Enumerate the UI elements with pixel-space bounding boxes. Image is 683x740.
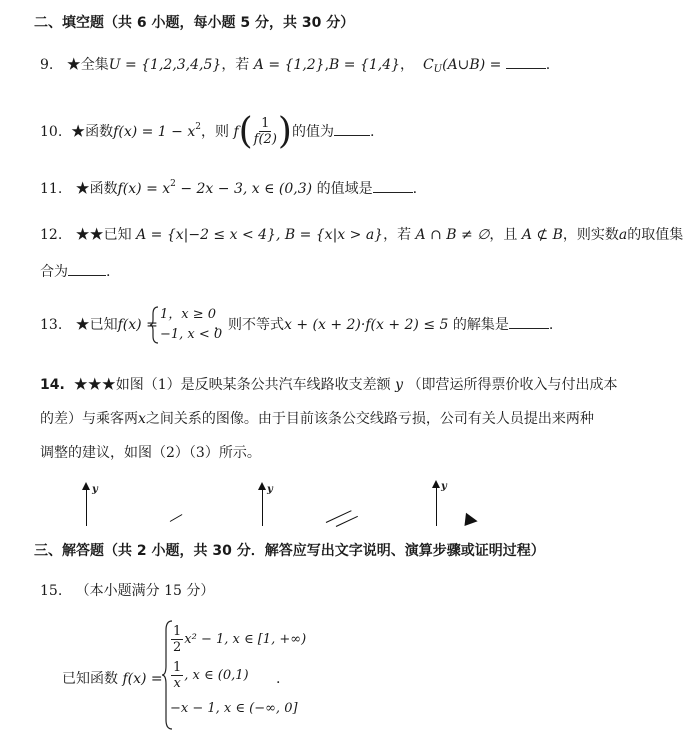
question-number: 13. bbox=[40, 317, 63, 333]
question-text: 函数 bbox=[85, 124, 114, 140]
question-text: 已知 bbox=[89, 317, 118, 333]
section-heading-fill-blank: 二、填空题（共 6 小题，每小题 5 分，共 30 分） bbox=[34, 15, 355, 31]
period: . bbox=[106, 264, 111, 280]
question-13-cont bbox=[214, 316, 553, 334]
question-text: ，若 bbox=[383, 227, 412, 243]
period: . bbox=[548, 317, 554, 333]
fraction-numerator: 1 bbox=[173, 659, 182, 675]
period: . bbox=[545, 57, 551, 73]
score-note: （本小题满分 15 分） bbox=[75, 583, 215, 599]
section-heading-answer: 三、解答题（共 2 小题，共 30 分．解答应写出文字说明、演算步骤或证明过程） bbox=[34, 543, 545, 559]
fraction bbox=[254, 117, 277, 148]
math-expression: f(x) = 1 − x bbox=[113, 124, 196, 140]
math-expression: A = {1,2} bbox=[253, 57, 325, 73]
question-text: 合为 bbox=[40, 264, 68, 280]
question-text: 如图（1）是反映某条公共汽车线路收支差额 bbox=[115, 377, 391, 393]
figure-1-line bbox=[170, 514, 183, 522]
question-text: 的值为 bbox=[291, 124, 334, 140]
piecewise-cases bbox=[160, 305, 222, 345]
fraction-denominator: x bbox=[173, 675, 181, 691]
figure-3-y-label: y bbox=[441, 481, 447, 492]
answer-blank[interactable] bbox=[509, 328, 549, 329]
question-text: ， bbox=[400, 57, 415, 73]
fraction-denominator: f(2) bbox=[253, 131, 277, 147]
math-expression: − 2x − 3, x ∈ (0,3) bbox=[175, 181, 313, 197]
period: . bbox=[412, 181, 418, 197]
question-15-body bbox=[62, 670, 163, 688]
question-text: 全集 bbox=[80, 57, 109, 73]
question-number: 15. bbox=[40, 583, 63, 599]
case-expression: , x ∈ (0,1) bbox=[184, 668, 249, 683]
fraction-numerator: 1 bbox=[173, 623, 182, 639]
case-expression: −x − 1, x ∈ (−∞, 0] bbox=[170, 701, 298, 716]
question-13 bbox=[40, 316, 158, 334]
period: . bbox=[369, 124, 375, 140]
case-expression: x² − 1, x ∈ [1, +∞) bbox=[184, 632, 307, 647]
math-subscript: U bbox=[433, 64, 443, 75]
math-expression: f(x) = x bbox=[117, 181, 171, 197]
difficulty-stars: ★ bbox=[71, 124, 86, 140]
question-15-end: . bbox=[276, 671, 281, 687]
question-text: 的取值集 bbox=[627, 227, 683, 243]
question-11 bbox=[40, 175, 417, 198]
question-text: 调整的建议，如图（2）（3）所示。 bbox=[40, 445, 261, 461]
question-text: 函数 bbox=[89, 181, 118, 197]
question-text: 已知 bbox=[103, 227, 132, 243]
math-expression: A ∩ B ≠ ∅ bbox=[415, 227, 490, 243]
math-superscript: 2 bbox=[170, 179, 176, 189]
figure-3-y-axis bbox=[436, 484, 437, 526]
question-10 bbox=[40, 107, 375, 152]
question-text: ，则 bbox=[200, 124, 229, 140]
case-2: −1, x < 0 bbox=[160, 327, 223, 342]
math-expression: U = {1,2,3,4,5} bbox=[108, 57, 222, 73]
figure-2-y-axis bbox=[262, 486, 263, 526]
math-expression: x + (x + 2)·f(x + 2) ≤ 5 bbox=[284, 317, 449, 333]
question-text: 的解集是 bbox=[452, 317, 509, 333]
question-number: 11. bbox=[40, 181, 63, 197]
answer-blank[interactable] bbox=[506, 68, 546, 69]
fraction bbox=[171, 625, 183, 656]
figure-3-wedge bbox=[460, 510, 477, 526]
question-text: （即营运所得票价收入与付出成本 bbox=[407, 377, 618, 393]
math-expression: B = {1,4} bbox=[329, 57, 401, 73]
question-text: 的值域是 bbox=[316, 181, 373, 197]
separator: , bbox=[324, 57, 330, 73]
math-expression: A ⊄ B bbox=[521, 227, 563, 243]
fraction-numerator: 1 bbox=[261, 115, 270, 131]
math-expression: C bbox=[422, 57, 434, 73]
answer-blank[interactable] bbox=[334, 135, 370, 136]
difficulty-stars: ★ bbox=[66, 57, 81, 73]
math-variable: x bbox=[138, 411, 146, 427]
question-14-line2 bbox=[40, 410, 594, 428]
case-3 bbox=[170, 694, 306, 724]
difficulty-stars: ★ bbox=[75, 181, 90, 197]
math-variable: a bbox=[618, 227, 628, 243]
difficulty-stars: ★ bbox=[75, 317, 90, 333]
answer-blank[interactable] bbox=[373, 192, 413, 193]
figure-1-y-axis bbox=[86, 486, 87, 526]
case-2 bbox=[170, 658, 306, 694]
math-superscript: 2 bbox=[195, 122, 201, 132]
math-expression: f(x) = bbox=[117, 317, 158, 333]
question-text: ，则不等式 bbox=[214, 317, 284, 333]
left-brace bbox=[150, 306, 160, 344]
question-text: 的差）与乘客两 bbox=[40, 411, 138, 427]
figure-2-line-b bbox=[336, 516, 358, 527]
math-expression: f(x) = bbox=[122, 671, 163, 687]
question-12-line2 bbox=[40, 263, 110, 281]
question-14 bbox=[40, 376, 617, 394]
question-text: ，则实数 bbox=[562, 227, 619, 243]
piecewise-cases bbox=[170, 622, 306, 724]
answer-blank[interactable] bbox=[68, 275, 106, 276]
left-paren: ( bbox=[238, 111, 253, 152]
fraction-denominator: 2 bbox=[173, 639, 182, 655]
question-text: 之间关系的图像。由于目前该条公交线路亏损，公司有关人员提出来两种 bbox=[145, 411, 594, 427]
math-function: f bbox=[233, 124, 239, 140]
arrow-up-icon bbox=[82, 482, 90, 490]
question-number: 9. bbox=[40, 57, 54, 73]
fraction bbox=[171, 661, 183, 692]
question-number: 12. bbox=[40, 227, 63, 243]
question-14-line3 bbox=[40, 444, 261, 462]
right-paren: ) bbox=[277, 111, 292, 152]
math-expression: (A∪B) = bbox=[442, 57, 502, 73]
figure-strip bbox=[0, 476, 661, 530]
question-number: 14. bbox=[40, 377, 65, 393]
arrow-up-icon bbox=[432, 480, 440, 488]
question-text: ，且 bbox=[489, 227, 518, 243]
question-text: ，若 bbox=[221, 57, 250, 73]
case-1: 1，x ≥ 0 bbox=[160, 307, 217, 322]
question-number: 10. bbox=[40, 124, 63, 140]
difficulty-stars: ★★★ bbox=[73, 377, 116, 393]
math-expression: A = {x|−2 ≤ x < 4}, B = {x|x > a} bbox=[136, 227, 384, 243]
question-9 bbox=[40, 56, 550, 79]
arrow-up-icon bbox=[258, 482, 266, 490]
case-1 bbox=[170, 622, 306, 658]
question-15 bbox=[40, 582, 214, 600]
figure-1-y-label: y bbox=[92, 484, 98, 495]
figure-2-y-label: y bbox=[267, 484, 273, 495]
difficulty-stars: ★★ bbox=[75, 227, 104, 243]
question-text: 已知函数 bbox=[62, 671, 118, 687]
question-12 bbox=[40, 226, 683, 244]
math-variable: y bbox=[395, 377, 403, 393]
